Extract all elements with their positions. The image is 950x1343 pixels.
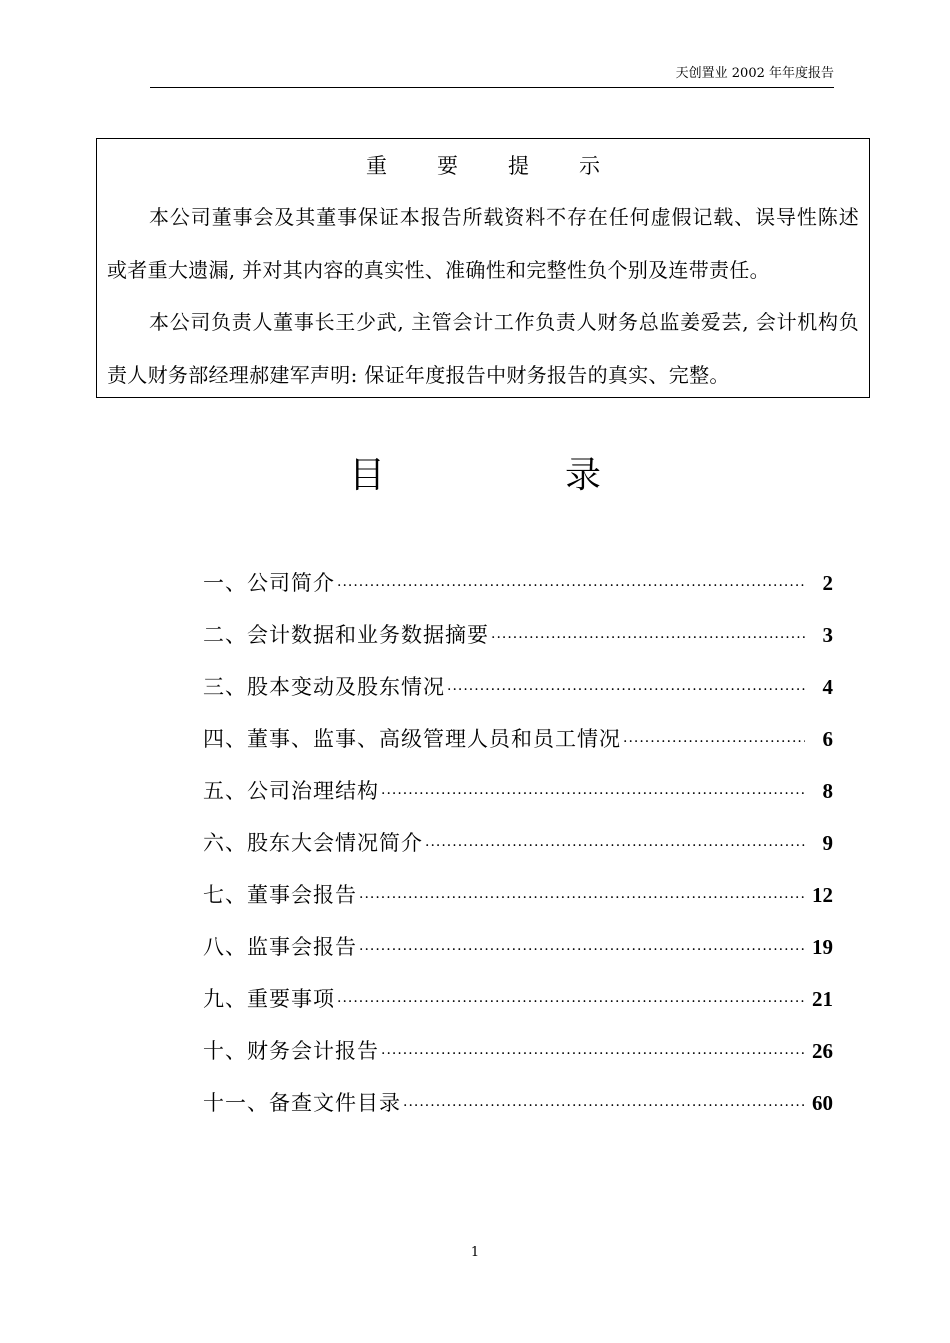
notice-paragraph-responsibility: 本公司董事会及其董事保证本报告所载资料不存在任何虚假记载、误导性陈述或者重大遗漏, 并对其内容的真实性、准确性和完整性负个别及连带责任。 <box>107 205 859 282</box>
page-number: 1 <box>470 1245 480 1260</box>
toc-item-label: 五、公司治理结构 <box>203 779 379 803</box>
toc-item-page: 9 <box>822 831 833 855</box>
toc-item[interactable] <box>203 921 833 973</box>
table-of-contents <box>203 557 833 1129</box>
toc-item-label: 十、财务会计报告 <box>203 1039 379 1063</box>
toc-item-label: 十一、备查文件目录 <box>203 1091 401 1115</box>
toc-item-label: 六、股东大会情况简介 <box>203 831 423 855</box>
toc-item-page: 4 <box>822 675 833 699</box>
toc-item[interactable] <box>203 557 833 609</box>
toc-leader-dots <box>337 976 805 1028</box>
important-notice-box <box>96 138 870 398</box>
toc-item-page: 2 <box>822 571 833 595</box>
toc-item[interactable] <box>203 1025 833 1077</box>
toc-leader-dots <box>491 612 805 664</box>
toc-item[interactable] <box>203 973 833 1025</box>
toc-item-page: 26 <box>812 1039 833 1063</box>
toc-item[interactable] <box>203 765 833 817</box>
toc-item-label: 一、公司简介 <box>203 571 335 595</box>
toc-item-page: 19 <box>812 935 833 959</box>
header-rule <box>150 87 834 88</box>
toc-leader-dots <box>623 716 805 768</box>
toc-item-label: 九、重要事项 <box>203 987 335 1011</box>
toc-item-label: 七、董事会报告 <box>203 883 357 907</box>
toc-item-page: 8 <box>822 779 833 803</box>
toc-item-page: 12 <box>812 883 833 907</box>
toc-item[interactable] <box>203 869 833 921</box>
notice-paragraph-declaration: 本公司负责人董事长王少武, 主管会计工作负责人财务总监姜爱芸, 会计机构负责人财务部经理郝建军声明: 保证年度报告中财务报告的真实、完整。 <box>107 310 859 387</box>
toc-leader-dots <box>381 1028 805 1080</box>
toc-title: 目录 <box>348 455 781 496</box>
toc-item-page: 3 <box>822 623 833 647</box>
toc-item-page: 21 <box>812 987 833 1011</box>
toc-item[interactable] <box>203 1077 833 1129</box>
toc-item-label: 四、董事、监事、高级管理人员和员工情况 <box>203 727 621 751</box>
toc-item-page: 60 <box>812 1091 833 1115</box>
toc-leader-dots <box>337 560 805 612</box>
toc-item[interactable] <box>203 713 833 765</box>
toc-item-label: 二、会计数据和业务数据摘要 <box>203 623 489 647</box>
toc-leader-dots <box>425 820 805 872</box>
toc-item[interactable] <box>203 609 833 661</box>
toc-item-label: 八、监事会报告 <box>203 935 357 959</box>
toc-item-page: 6 <box>822 727 833 751</box>
toc-item[interactable] <box>203 817 833 869</box>
toc-leader-dots <box>447 664 805 716</box>
toc-item[interactable] <box>203 661 833 713</box>
toc-leader-dots <box>381 768 805 820</box>
notice-title: 重要提示 <box>366 154 650 178</box>
running-header: 天创置业 2002 年年度报告 <box>675 66 834 81</box>
toc-leader-dots <box>359 924 805 976</box>
toc-leader-dots <box>359 872 805 924</box>
toc-item-label: 三、股本变动及股东情况 <box>203 675 445 699</box>
toc-leader-dots <box>403 1080 805 1132</box>
